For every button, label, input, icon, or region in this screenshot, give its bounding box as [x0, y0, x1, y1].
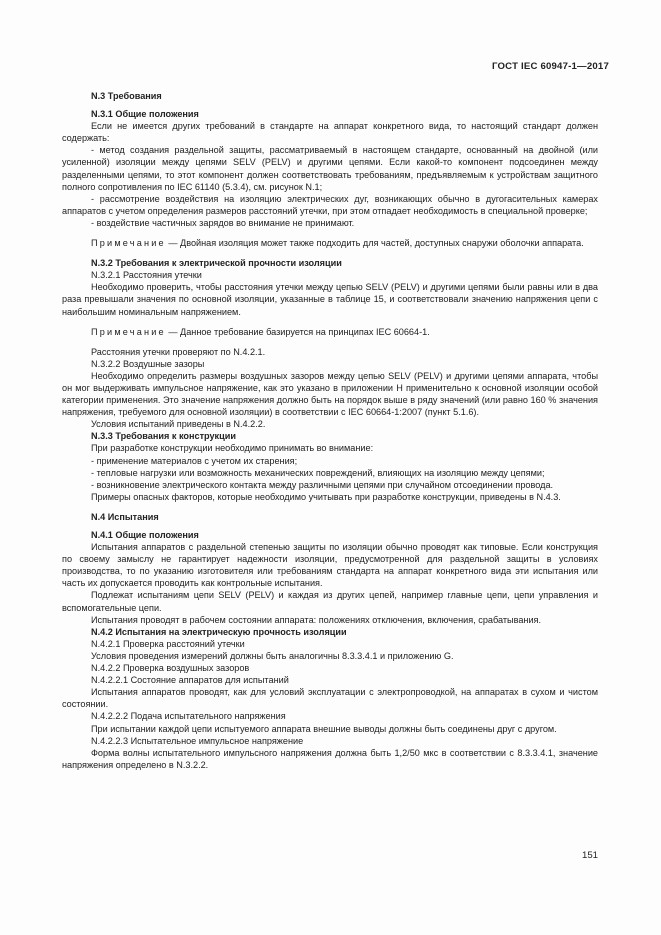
page-number: 151 — [581, 850, 598, 861]
paragraph: - метод создания раздельной защиты, рассматриваемый в настоящем стандарте, основанный на двойной (или усиленной) изоляции между цепями SELV (PELV) и другими цепями. Если какой-то компонент подсоединен между разделенными цепями, то этот компонент должен соответствовать требованиям, предъявляемым к устройствам защитного полного сопротивления по IEC 61140 (5.3.4), см. рисунок N.1; — [62, 145, 598, 192]
section-heading: N.3.1 Общие положения — [91, 109, 199, 120]
note-text: — Двойная изоляция может также подходить для частей, доступных снаружи оболочки аппарата. — [165, 238, 584, 249]
paragraph: N.3.2.2 Воздушные зазоры — [91, 358, 205, 369]
paragraph: N.3.2.1 Расстояния утечки — [91, 270, 202, 281]
paragraph: - возникновение электрического контакта между различными цепями при случайном отсоединении провода. — [91, 479, 554, 490]
paragraph: - рассмотрение воздействия на изоляцию электрических дуг, возникающих обычно в дугогасительных камерах аппаратов с учетом определения размеров расстояний утечки, при этом отпадает необходимость в специальной проверке; — [62, 193, 598, 216]
paragraph: N.4.2.2.2 Подача испытательного напряжения — [91, 711, 286, 722]
note-paragraph — [62, 237, 598, 249]
section-heading: N.4 Испытания — [91, 511, 159, 522]
section-heading: N.3 Требования — [91, 91, 162, 101]
paragraph: При испытании каждой цепи испытуемого аппарата внешние выводы должны быть соединены друг с другом. — [91, 723, 557, 734]
paragraph: Форма волны испытательного импульсного напряжения должна быть 1,2/50 мкс в соответствии с 8.3.3.4.1, значение напряжения определено в N.3.2.2. — [62, 747, 598, 770]
paragraph: Условия проведения измерений должны быть аналогичны 8.3.3.4.1 и приложению G. — [91, 650, 454, 661]
paragraph: Если не имеется других требований в стандарте на аппарат конкретного вида, то настоящий стандарт должен содержать: — [62, 121, 598, 144]
paragraph: - применение материалов с учетом их старения; — [91, 455, 298, 466]
paragraph: Расстояния утечки проверяют по N.4.2.1. — [91, 346, 266, 357]
paragraph: - тепловые нагрузки или возможность механических повреждений, влияющих на изоляцию между цепями; — [91, 467, 545, 478]
paragraph: Примеры опасных факторов, которые необходимо учитывать при разработке конструкции, приведены в N.4.3. — [91, 491, 561, 502]
paragraph: При разработке конструкции необходимо принимать во внимание: — [91, 443, 374, 454]
section-heading: N.3.3 Требования к конструкции — [91, 431, 236, 442]
paragraph: Подлежат испытаниям цепи SELV (PELV) и каждая из других цепей, например главные цепи, цепи управления и вспомогательные цепи. — [62, 590, 598, 613]
paragraph: - воздействие частичных зарядов во внимание не принимают. — [91, 217, 355, 228]
paragraph: Испытания аппаратов с раздельной степенью защиты по изоляции обычно проводят как типовые. Если конструкция по своему замыслу не гарантирует надежности изоляции, предусмотренной для раздельной защиты в условиях производства, то по указанию изготовителя или требованиям стандарта на аппарат конкретного вида эти испытания или часть их допускается проводить как контрольные испытания. — [62, 542, 598, 589]
paragraph: Испытания аппаратов проводят, как для условий эксплуатации с электропроводкой, на аппаратах в сухом и чистом состоянии. — [62, 687, 598, 710]
paragraph: N.4.2.2.3 Испытательное импульсное напряжение — [91, 735, 304, 746]
paragraph: N.4.2.2 Проверка воздушных зазоров — [91, 663, 250, 674]
section-heading: N.4.1 Общие положения — [91, 530, 199, 540]
paragraph: Необходимо определить размеры воздушных зазоров между цепью SELV (PELV) и другими цепями аппарата, чтобы он мог выдерживать импульсное напряжение, как это указано в приложении H применительно к основной изоляции особой категории применения. Это значение напряжения должно быть на порядок выше в ряду значений (или равно 160 % значения напряжения, требуемого для основной изоляции) в соответствии с IEC 60664-1:2007 (пункт 5.1.6). — [62, 370, 598, 418]
paragraph: Испытания проводят в рабочем состоянии аппарата: положениях отключения, включения, срабатывания. — [91, 614, 542, 625]
standard-header: ГОСТ IEC 60947-1—2017 — [492, 61, 609, 72]
paragraph: Условия испытаний приведены в N.4.2.2. — [91, 419, 266, 430]
paragraph: N.4.2.1 Проверка расстояний утечки — [91, 638, 245, 649]
note-label: Примечание — [91, 326, 166, 337]
page-body — [62, 90, 598, 771]
note-label: Примечание — [91, 238, 166, 249]
note-paragraph — [62, 326, 598, 338]
paragraph: Необходимо проверить, чтобы расстояния утечки между цепью SELV (PELV) и другими цепями были равны или в два раза превышали значения по основной изоляции, указанные в таблице 15, и соответствовали значению напряжения цепи с наибольшим номинальным напряжением. — [62, 282, 598, 317]
paragraph: N.4.2.2.1 Состояние аппаратов для испытаний — [91, 675, 289, 686]
section-heading: N.3.2 Требования к электрической прочности изоляции — [91, 258, 342, 269]
note-text: — Данное требование базируется на принципах IEC 60664-1. — [165, 326, 430, 337]
section-heading: N.4.2 Испытания на электрическую прочность изоляции — [91, 626, 347, 637]
